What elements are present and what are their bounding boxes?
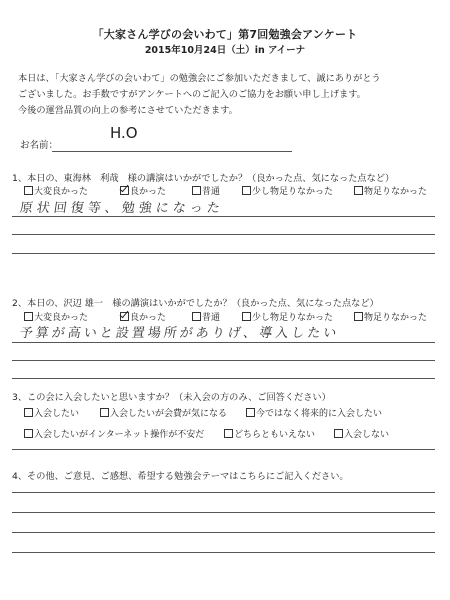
q2-option-very-good[interactable]: 大変良かった [24,310,88,323]
question-3: 3、この会に入会したいと思いますか？（未入会の方のみ、ご回答ください） [12,392,331,403]
q4-answer-line-1 [12,492,435,493]
survey-title: 「大家さん学びの会いわて」第7回勉強会アンケート [92,28,358,41]
checkbox-icon[interactable] [354,186,363,195]
q4-answer-line-2 [12,512,435,513]
q3-options-row-2 [24,427,444,441]
checkbox-checked-icon[interactable] [120,312,129,321]
q1-option-lacking[interactable]: 物足りなかった [354,184,427,197]
q4-answer-line-4 [12,552,435,553]
checkbox-icon[interactable] [24,186,33,195]
name-field[interactable]: H.O [110,124,138,142]
q3-options-row-1 [24,406,444,420]
checkbox-icon[interactable] [192,312,201,321]
checkbox-icon[interactable] [100,408,109,417]
checkbox-icon[interactable] [242,186,251,195]
checkbox-icon[interactable] [24,408,33,417]
q1-option-very-good[interactable]: 大変良かった [24,184,88,197]
q2-option-lacking[interactable]: 物足りなかった [354,310,427,323]
q1-option-normal[interactable]: 普通 [192,184,220,197]
name-underline [52,151,292,152]
intro-line-1: 本日は、「大家さん学びの会いわて」の勉強会にご参加いただきまして、誠にありがとう [18,73,381,84]
q2-answer-line-3 [12,378,435,379]
checkbox-icon[interactable] [24,429,33,438]
q2-answer-line-2 [12,360,435,361]
q1-comment[interactable]: 原状回復等、勉強になった [18,201,225,216]
checkbox-icon[interactable] [24,312,33,321]
q4-answer-line-3 [12,532,435,533]
question-4: 4、その他、ご意見、ご感想、希望する勉強会テーマはこちらにご記入ください。 [12,471,349,482]
q1-answer-line-1 [12,216,435,217]
q1-option-slightly-lacking[interactable]: 少し物足りなかった [242,184,333,197]
checkbox-icon[interactable] [246,408,255,417]
checkbox-icon[interactable] [224,429,233,438]
name-label: お名前： [20,140,59,151]
survey-date: 2015年10月24日（土）in アイーナ [144,45,306,56]
checkbox-icon[interactable] [242,312,251,321]
q1-option-good[interactable]: 良かった [120,184,166,197]
checkbox-icon[interactable] [334,429,343,438]
intro-line-3: 今後の運営品質の向上の参考にさせていただきます。 [18,105,238,116]
intro-line-2: ございました。お手数ですがアンケートへのご記入のご協力をお願い申し上げます。 [18,89,366,100]
question-2: 2、本日の、沢辺 雄一 様の講演はいかがでしたか？（良かった点、気になった点など） [12,298,379,309]
q3-option-join-later[interactable]: 今ではなく将来的に入会したい [246,406,382,419]
q2-answer-line-1 [12,342,435,343]
q3-option-join[interactable]: 入会したい [24,406,79,419]
q1-answer-line-2 [12,234,435,235]
q2-comment[interactable]: 予算が高いと設置場所がありげ、導入したい [18,326,341,341]
q2-option-normal[interactable]: 普通 [192,310,220,323]
q3-option-join-fee-concern[interactable]: 入会したいが会費が気になる [100,406,227,419]
q3-option-internet-concern[interactable]: 入会したいがインターネット操作が不安だ [24,427,204,440]
q3-option-no-join[interactable]: 入会しない [334,427,389,440]
q2-option-good[interactable]: 良かった [120,310,166,323]
q1-options [24,184,444,198]
q3-answer-line-1 [12,449,435,450]
q3-option-undecided[interactable]: どちらともいえない [224,427,315,440]
q1-answer-line-3 [12,253,435,254]
q2-option-slightly-lacking[interactable]: 少し物足りなかった [242,310,333,323]
question-1: 1、本日の、東海林 利哉 様の講演はいかがでしたか？（良かった点、気になった点など） [12,173,395,184]
checkbox-icon[interactable] [354,312,363,321]
checkbox-icon[interactable] [192,186,201,195]
checkbox-checked-icon[interactable] [120,186,129,195]
